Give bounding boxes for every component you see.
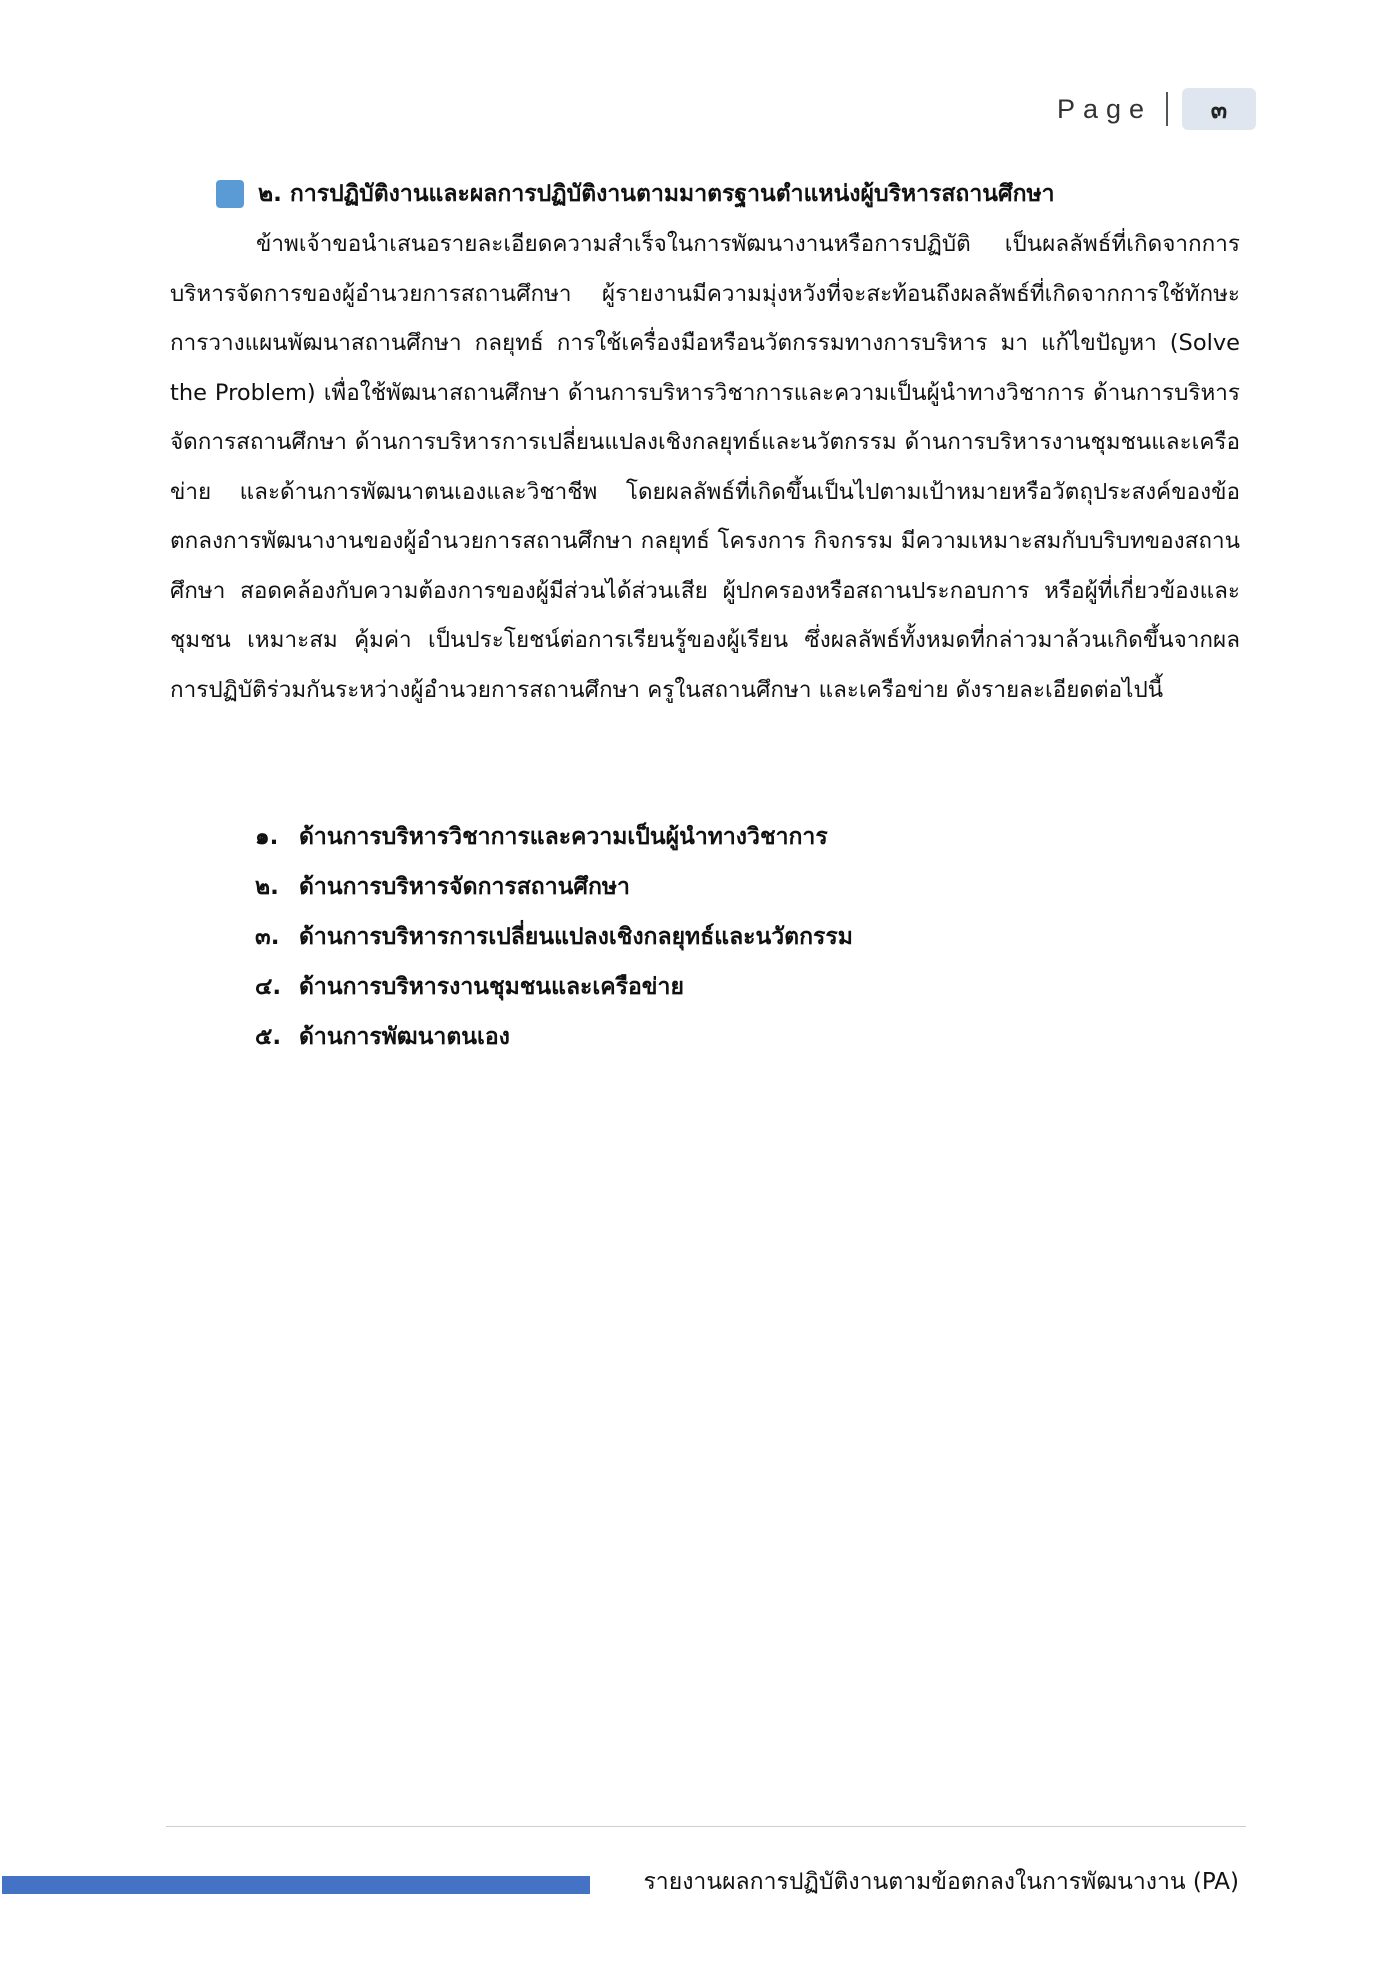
topic-label: ด้านการบริหารการเปลี่ยนแปลงเชิงกลยุทธ์และนวัตกรรม (299, 924, 853, 950)
page-header (1057, 88, 1256, 130)
list-item (255, 1012, 853, 1062)
footer-accent-bar (2, 1876, 590, 1894)
topic-label: ด้านการบริหารงานชุมชนและเครือข่าย (299, 974, 684, 1000)
section-heading (216, 176, 1055, 212)
page-separator (1166, 92, 1168, 126)
topic-label: ด้านการบริหารจัดการสถานศึกษา (299, 874, 630, 900)
section-body-paragraph: ข้าพเจ้าขอนำเสนอรายละเอียดความสำเร็จในการพัฒนางานหรือการปฏิบัติ เป็นผลลัพธ์ที่เกิดจากการบริหารจัดการของผู้อำนวยการสถานศึกษา ผู้รายงานมีความมุ่งหวังที่จะสะท้อนถึงผลลัพธ์ที่เกิดจากการใช้ทักษะการวางแผนพัฒนาสถานศึกษา กลยุทธ์ การใช้เครื่องมือหรือนวัตกรรมทางการบริหาร มา แก้ไขปัญหา (Solve the Problem) เพื่อใช้พัฒนาสถานศึกษา ด้านการบริหารวิชาการและความเป็นผู้นำทางวิชาการ ด้านการบริหารจัดการสถานศึกษา ด้านการบริหารการเปลี่ยนแปลงเชิงกลยุทธ์และนวัตกรรม ด้านการบริหารงานชุมชนและเครือข่าย และด้านการพัฒนาตนเองและวิชาชีพ โดยผลลัพธ์ที่เกิดขึ้นเป็นไปตามเป้าหมายหรือวัตถุประสงค์ของข้อตกลงการพัฒนางานของผู้อำนวยการสถานศึกษา กลยุทธ์ โครงการ กิจกรรม มีความเหมาะสมกับบริบทของสถานศึกษา สอดคล้องกับความต้องการของผู้มีส่วนได้ส่วนเสีย ผู้ปกครองหรือสถานประกอบการ หรือผู้ที่เกี่ยวข้องและชุมชน เหมาะสม คุ้มค่า เป็นประโยชน์ต่อการเรียนรู้ของผู้เรียน ซึ่งผลลัพธ์ทั้งหมดที่กล่าวมาล้วนเกิดขึ้นจากผลการปฏิบัติร่วมกันระหว่างผู้อำนวยการสถานศึกษา ครูในสถานศึกษา และเครือข่าย ดังรายละเอียดต่อไปนี้ (170, 231, 1240, 703)
footer-title: รายงานผลการปฏิบัติงานตามข้อตกลงในการพัฒนางาน (PA) (643, 1869, 1239, 1895)
topic-number: ๑. (255, 824, 279, 850)
topic-number: ๓. (255, 924, 280, 950)
page-label: Page (1056, 93, 1152, 124)
section-marker-icon (216, 180, 244, 208)
list-item (255, 862, 853, 912)
list-item (255, 962, 853, 1012)
page-number: ๓ (1182, 88, 1256, 130)
topic-list (255, 812, 853, 1062)
list-item (255, 912, 853, 962)
topic-number: ๕. (255, 1024, 282, 1050)
topic-number: ๒. (255, 874, 279, 900)
topic-number: ๔. (255, 974, 282, 1000)
topic-label: ด้านการบริหารวิชาการและความเป็นผู้นำทางวิชาการ (299, 824, 828, 850)
section-title: ๒. การปฏิบัติงานและผลการปฏิบัติงานตามมาตรฐานตำแหน่งผู้บริหารสถานศึกษา (258, 181, 1055, 207)
footer-divider (166, 1826, 1246, 1827)
topic-label: ด้านการพัฒนาตนเอง (299, 1024, 510, 1050)
list-item (255, 812, 853, 862)
